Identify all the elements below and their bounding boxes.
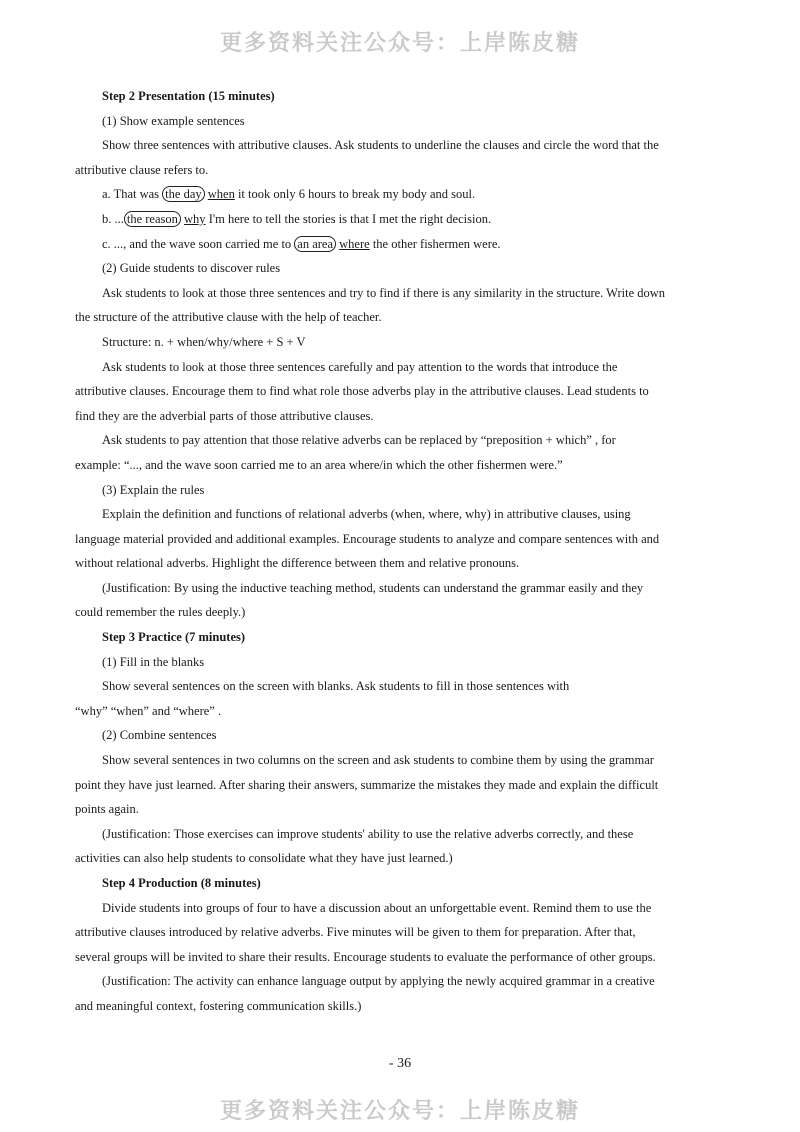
watermark-top: 更多资料关注公众号：上岸陈皮糖 <box>219 31 580 56</box>
example-text: a. That was <box>102 187 163 202</box>
example-c <box>75 232 727 257</box>
paragraph-line: find they are the adverbial parts of those attributive clauses. <box>75 408 374 423</box>
paragraph-line: attributive clauses introduced by relative adverbs. Five minutes will be given to them for preparation. After that, <box>75 925 636 940</box>
step2-heading: Step 2 Presentation (15 minutes) <box>102 89 275 103</box>
underlined-word: why <box>184 211 206 226</box>
paragraph-line: attributive clause refers to. <box>75 162 209 177</box>
step2-sub1: (1) Show example sentences <box>102 113 245 128</box>
paragraph-line: without relational adverbs. Highlight the difference between them and relative pronouns. <box>75 556 520 571</box>
document-body <box>75 84 727 1019</box>
step4-heading: Step 4 Production (8 minutes) <box>102 876 261 890</box>
paragraph-line: language material provided and additional examples. Encourage students to analyze and compare sentences with and <box>75 531 660 546</box>
paragraph-line: “why” “when” and “where” . <box>75 703 222 718</box>
paragraph-line: Explain the definition and functions of relational adverbs (when, where, why) in attributive clauses, using <box>102 507 631 522</box>
paragraph-line: Show several sentences in two columns on the screen and ask students to combine them by using the grammar <box>102 753 654 768</box>
justification-line: (Justification: By using the inductive teaching method, students can understand the grammar easily and they <box>102 580 644 595</box>
paragraph-line: several groups will be invited to share their results. Encourage students to evaluate the performance of other groups. <box>75 949 656 964</box>
structure-formula: Structure: n. + when/why/where + S + V <box>102 334 306 349</box>
paragraph-line: attributive clauses. Encourage them to find what role those adverbs play in the attributive clauses. Lead students to <box>75 384 649 399</box>
step3-sub2: (2) Combine sentences <box>102 728 217 743</box>
example-text: c. ..., and the wave soon carried me to <box>102 236 295 251</box>
page-number: - 36 <box>388 1056 412 1071</box>
paragraph-line: points again. <box>75 802 139 817</box>
underlined-word: where <box>339 236 370 251</box>
example-a <box>75 182 727 207</box>
example-b <box>75 207 727 232</box>
example-text: b. ... <box>102 211 124 226</box>
justification-line: (Justification: The activity can enhance language output by applying the newly acquired grammar in a creative <box>102 974 655 989</box>
paragraph-line: point they have just learned. After sharing their answers, summarize the mistakes they made and explain the difficult <box>75 777 659 792</box>
justification-line: and meaningful context, fostering communication skills.) <box>75 998 362 1013</box>
example-text: it took only 6 hours to break my body and soul. <box>234 187 476 202</box>
example-text: I'm here to tell the stories is that I met the right decision. <box>205 211 492 226</box>
watermark-bottom: 更多资料关注公众号：上岸陈皮糖 <box>219 1099 580 1124</box>
paragraph-line: Show three sentences with attributive clauses. Ask students to underline the clauses and circle the word that the <box>102 138 659 153</box>
underlined-word: when <box>207 187 235 202</box>
step3-sub1: (1) Fill in the blanks <box>102 654 205 669</box>
step2-sub3: (3) Explain the rules <box>102 482 205 497</box>
circled-word: the reason <box>124 211 181 227</box>
circled-word: an area <box>294 236 336 252</box>
circled-word: the day <box>162 186 204 202</box>
paragraph-line: Ask students to look at those three sentences and try to find if there is any similarity in the structure. Write down <box>102 285 666 300</box>
justification-line: (Justification: Those exercises can improve students' ability to use the relative adverbs correctly, and these <box>102 826 634 841</box>
step2-sub2: (2) Guide students to discover rules <box>102 261 281 276</box>
justification-line: activities can also help students to consolidate what they have just learned.) <box>75 851 453 866</box>
paragraph-line: Ask students to pay attention that those relative adverbs can be replaced by “preposition + which” , for <box>102 433 616 448</box>
paragraph-line: Divide students into groups of four to have a discussion about an unforgettable event. Remind them to use the <box>102 900 652 915</box>
example-text: the other fishermen were. <box>369 236 501 251</box>
paragraph-line: example: “..., and the wave soon carried me to an area where/in which the other fishermen were.” <box>75 457 563 472</box>
paragraph-line: Ask students to look at those three sentences carefully and pay attention to the words that introduce the <box>102 359 618 374</box>
step3-heading: Step 3 Practice (7 minutes) <box>102 630 246 645</box>
paragraph-line: Show several sentences on the screen with blanks. Ask students to fill in those sentences with <box>102 679 570 694</box>
paragraph-line: the structure of the attributive clause with the help of teacher. <box>75 310 382 325</box>
justification-line: could remember the rules deeply.) <box>75 605 246 620</box>
